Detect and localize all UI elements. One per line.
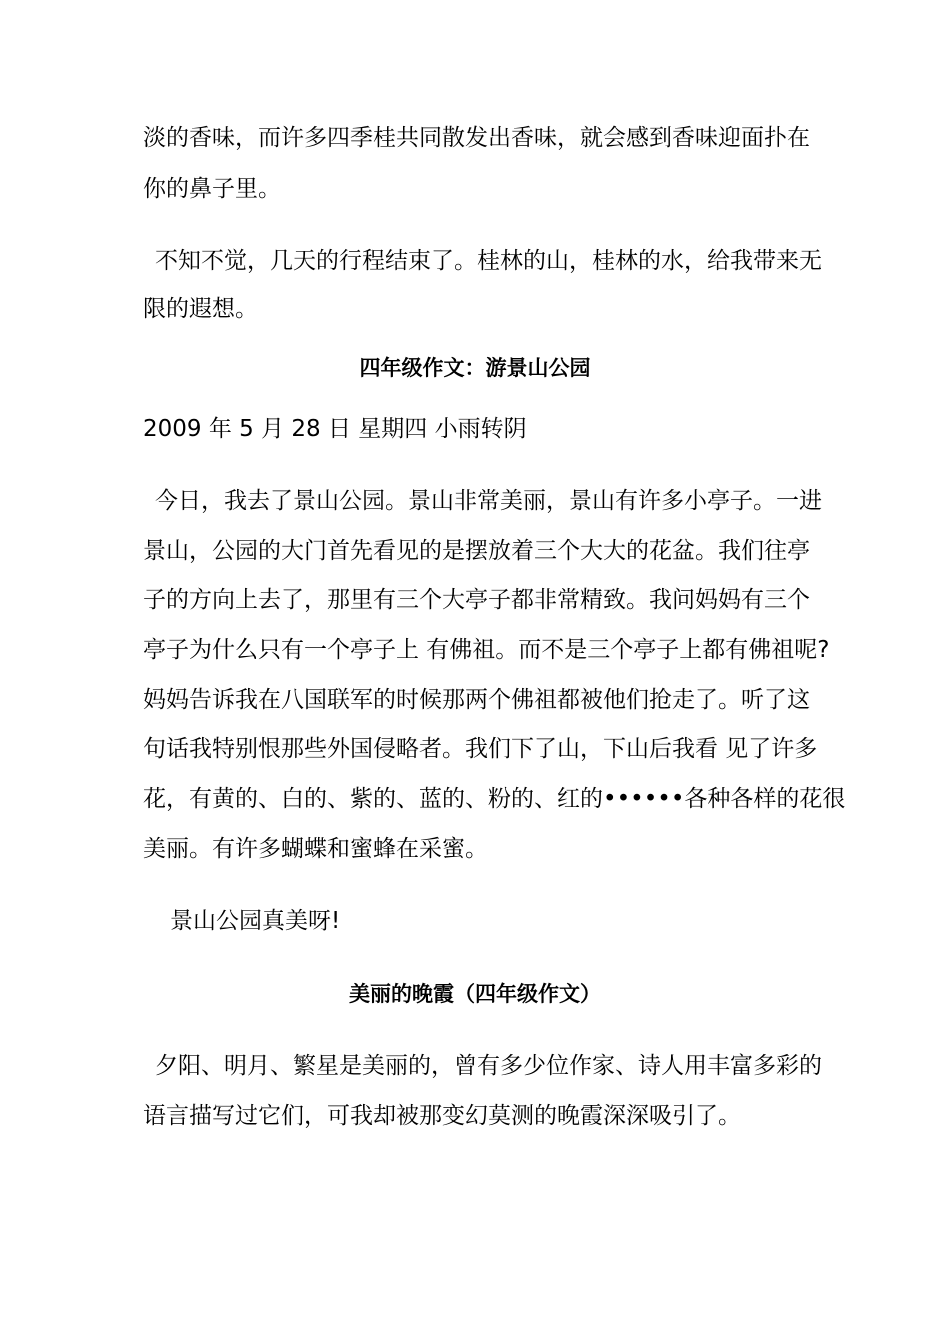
paragraph-line: 限的遐想。 (143, 296, 258, 322)
closing-line: 景山公园真美呀! (170, 908, 341, 934)
paragraph-line: 美丽。有许多蝴蝶和蜜蜂在采蜜。 (143, 836, 488, 862)
paragraph-line: 你的鼻子里。 (143, 176, 281, 202)
paragraph-line: 景山，公园的大门首先看见的是摆放着三个大大的花盆。我们往亭 (143, 538, 810, 564)
paragraph-line: 妈妈告诉我在八国联军的时候那两个佛祖都被他们抢走了。听了这 (143, 687, 810, 713)
date-line: 2009 年 5 月 28 日 星期四 小雨转阴 (143, 416, 527, 442)
paragraph-line: 今日，我去了景山公园。景山非常美丽，景山有许多小亭子。一进 (155, 488, 822, 514)
paragraph-line: 亭子为什么只有一个亭子上 有佛祖。而不是三个亭子上都有佛祖呢? (143, 637, 830, 663)
essay-title: 美丽的晚霞（四年级作文） (349, 982, 601, 1006)
paragraph-line: 子的方向上去了，那里有三个大亭子都非常精致。我问妈妈有三个 (143, 587, 810, 613)
essay-title: 四年级作文：游景山公园 (359, 356, 591, 380)
paragraph-line: 夕阳、明月、繁星是美丽的，曾有多少位作家、诗人用丰富多彩的 (155, 1053, 822, 1079)
paragraph-line: 语言描写过它们，可我却被那变幻莫测的晚霞深深吸引了。 (143, 1103, 741, 1129)
paragraph-line: 不知不觉，几天的行程结束了。桂林的山，桂林的水，给我带来无 (155, 248, 822, 274)
paragraph-line: 淡的香味，而许多四季桂共同散发出香味，就会感到香味迎面扑在 (143, 125, 810, 151)
paragraph-line: 花，有黄的、白的、紫的、蓝的、粉的、红的••••••各种各样的花很 (143, 786, 846, 812)
paragraph-line: 句话我特别恨那些外国侵略者。我们下了山，下山后我看 见了许多 (143, 736, 818, 762)
